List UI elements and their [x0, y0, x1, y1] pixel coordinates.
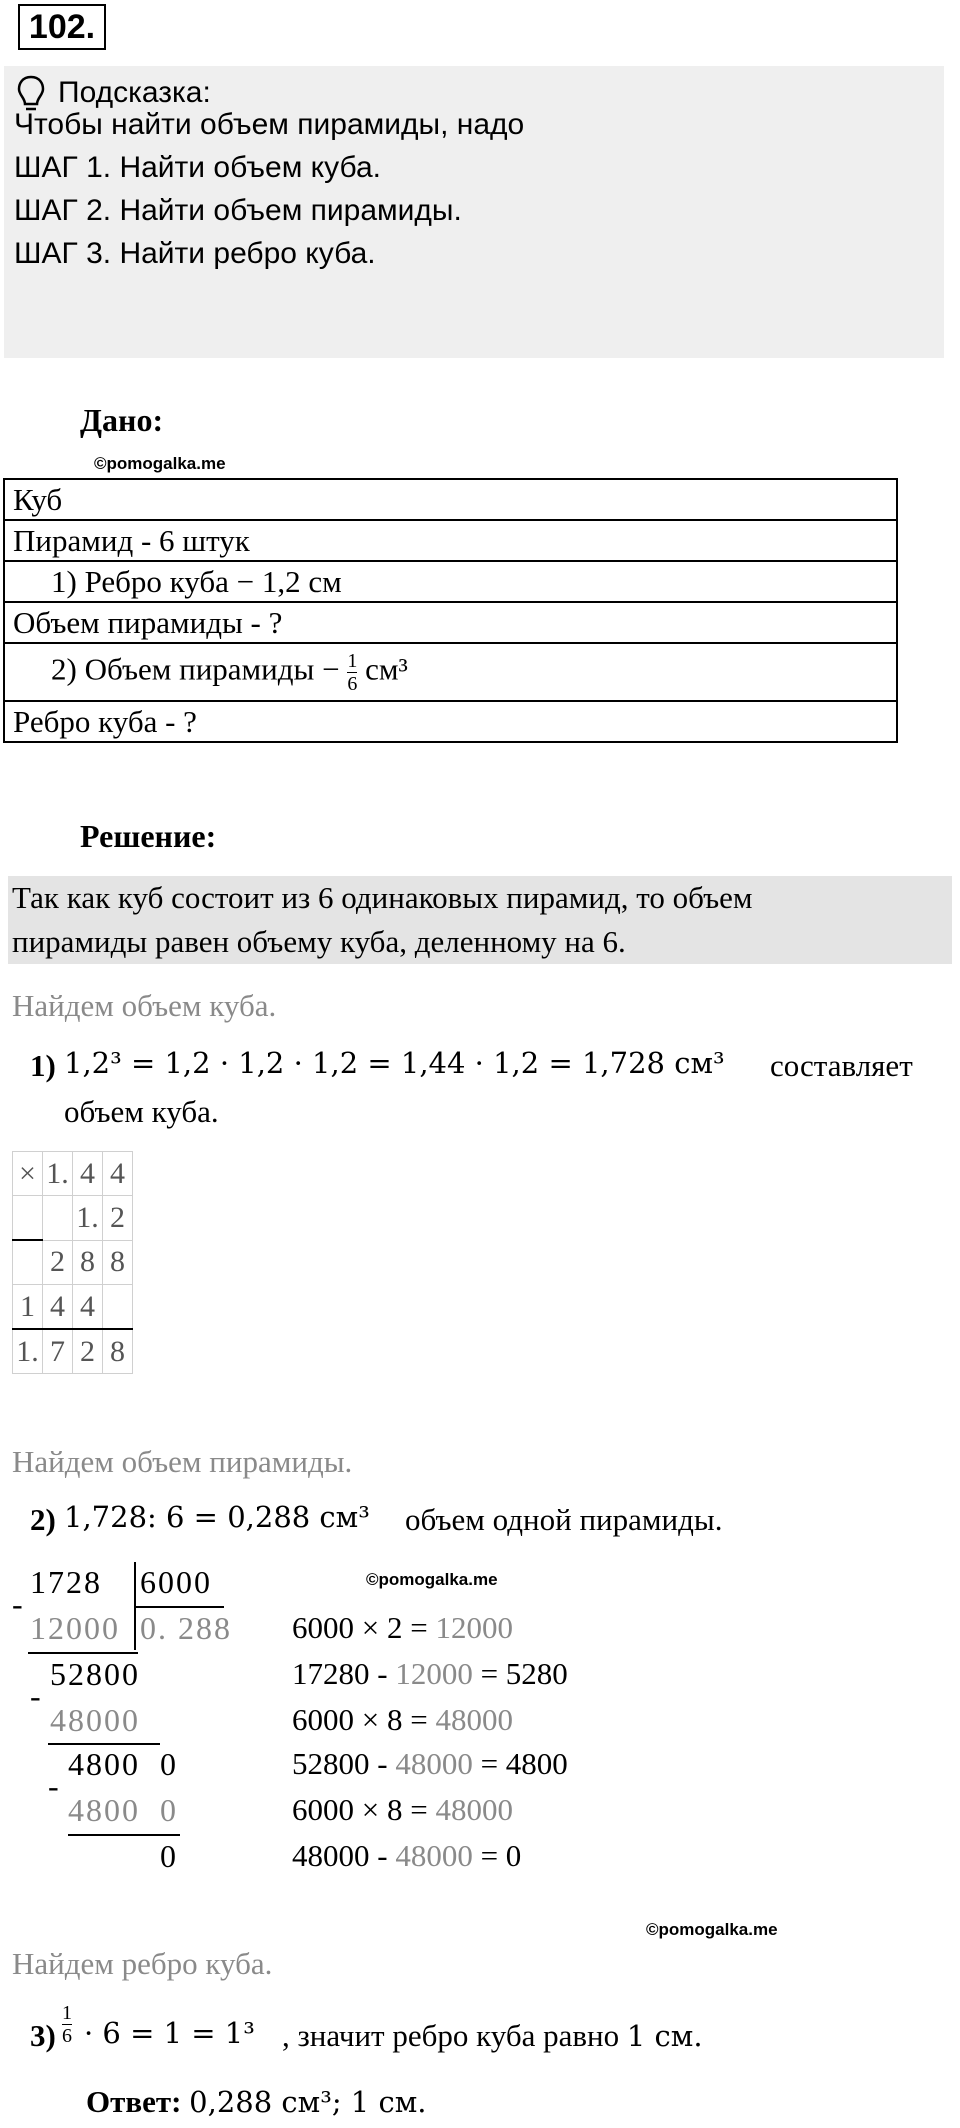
hint-line-1: ШАГ 1. Найти объем куба. — [14, 151, 381, 184]
minus-sign: - — [30, 1678, 43, 1714]
step-number: 1) — [30, 1048, 56, 1083]
check-line: 17280 - 12000 = 5280 — [292, 1656, 568, 1691]
given-heading: Дано: — [80, 402, 164, 438]
watermark: ©pomogalka.me — [366, 1570, 498, 1589]
find-cube-volume: Найдем объем куба. — [12, 988, 277, 1023]
subtrahend: 4800 — [68, 1792, 140, 1828]
given-row: Ребро куба - ? — [4, 701, 897, 742]
grid-cell: 2 — [43, 1240, 73, 1285]
grid-cell: 2 — [103, 1196, 133, 1241]
grid-cell — [13, 1196, 43, 1241]
divisor: 6000 — [140, 1564, 212, 1600]
find-pyramid-volume: Найдем объем пирамиды. — [12, 1444, 353, 1479]
find-cube-edge: Найдем ребро куба. — [12, 1946, 273, 1981]
step1-line2: объем куба. — [64, 1094, 219, 1129]
minus-sign: - — [12, 1586, 25, 1622]
explanation-line: Так как куб состоит из 6 одинаковых пирамид, то объем — [12, 880, 753, 915]
given-table — [3, 478, 898, 743]
fraction: $\frac{1}{6}$ — [62, 2002, 72, 2047]
lightbulb-icon — [16, 74, 46, 114]
division-rule — [48, 1743, 160, 1745]
dividend: 1728 — [30, 1564, 102, 1600]
step-number: 3) — [30, 2018, 56, 2053]
grid-cell — [103, 1285, 133, 1330]
grid-cell: 8 — [103, 1329, 133, 1374]
problem-number: 102. — [18, 4, 106, 50]
grid-cell: 4 — [43, 1285, 73, 1330]
given-row: 1) Ребро куба − 1,2 см — [4, 561, 897, 602]
grid-cell: 7 — [43, 1329, 73, 1374]
minus-sign: - — [48, 1768, 61, 1804]
remainder: 52800 — [50, 1656, 140, 1692]
remainder: 4800 — [68, 1746, 140, 1782]
quotient: 0. 288 — [140, 1610, 232, 1646]
check-line: 6000 × 2 = 12000 — [292, 1610, 513, 1645]
subtrahend: 12000 — [30, 1610, 120, 1646]
grid-cell: 2 — [73, 1329, 103, 1374]
step1-tail: составляет — [770, 1048, 913, 1083]
grid-cell: 1. — [73, 1196, 103, 1241]
step3-tail: , значит ребро куба равно 1 см. — [282, 2018, 703, 2053]
grid-cell: 1. — [43, 1152, 73, 1196]
step3-formula: · 6 = 1 = 1³ — [84, 2016, 255, 2050]
check-line: 6000 × 8 = 48000 — [292, 1792, 513, 1827]
grid-cell: 4 — [73, 1285, 103, 1330]
grid-cell: 1. — [13, 1329, 43, 1374]
grid-cell: 8 — [73, 1240, 103, 1285]
given-row: Куб — [4, 479, 897, 520]
step1-formula: 1,2³ = 1,2 · 1,2 · 1,2 = 1,44 · 1,2 = 1,728 см³ — [64, 1046, 725, 1080]
hint-line-3: ШАГ 3. Найти ребро куба. — [14, 237, 376, 270]
watermark: ©pomogalka.me — [646, 1920, 778, 1939]
final-remainder: 0 — [160, 1838, 178, 1874]
subtrahend: 48000 — [50, 1702, 140, 1738]
step-number: 2) — [30, 1502, 56, 1537]
grid-cell — [13, 1240, 43, 1285]
solution-heading: Решение: — [80, 818, 217, 854]
watermark: ©pomogalka.me — [94, 454, 226, 473]
grid-cell: 4 — [73, 1152, 103, 1196]
step2-formula: 1,728: 6 = 0,288 см³ — [64, 1500, 370, 1534]
grid-cell: 1 — [13, 1285, 43, 1330]
check-line: 52800 - 48000 = 4800 — [292, 1746, 568, 1781]
check-line: 48000 - 48000 = 0 — [292, 1838, 522, 1873]
subtrahend: 0 — [160, 1792, 178, 1828]
multiplication-grid — [12, 1151, 133, 1374]
answer: Ответ: 0,288 см³; 1 см. — [86, 2084, 427, 2119]
explanation-line: пирамиды равен объему куба, деленному на 6. — [12, 924, 626, 959]
given-row: Объем пирамиды - ? — [4, 602, 897, 643]
check-line: 6000 × 8 = 48000 — [292, 1702, 513, 1737]
grid-cell: × — [13, 1152, 43, 1196]
fraction: $\frac{1}{6}$ — [347, 649, 358, 695]
grid-cell: 4 — [103, 1152, 133, 1196]
grid-cell — [43, 1196, 73, 1241]
given-row: 2) Объем пирамиды − $\frac{1}{6}$ см³ — [4, 643, 897, 701]
given-row: Пирамид - 6 штук — [4, 520, 897, 561]
hint-line-2: ШАГ 2. Найти объем пирамиды. — [14, 194, 462, 227]
grid-cell: 8 — [103, 1240, 133, 1285]
remainder: 0 — [160, 1746, 178, 1782]
division-rule — [68, 1834, 180, 1836]
hint-line-0: Чтобы найти объем пирамиды, надо — [14, 108, 525, 141]
divisor-line — [134, 1606, 224, 1608]
division-rule — [28, 1652, 138, 1654]
hint-title: Подсказка: — [58, 76, 211, 109]
step2-tail: объем одной пирамиды. — [405, 1502, 723, 1537]
